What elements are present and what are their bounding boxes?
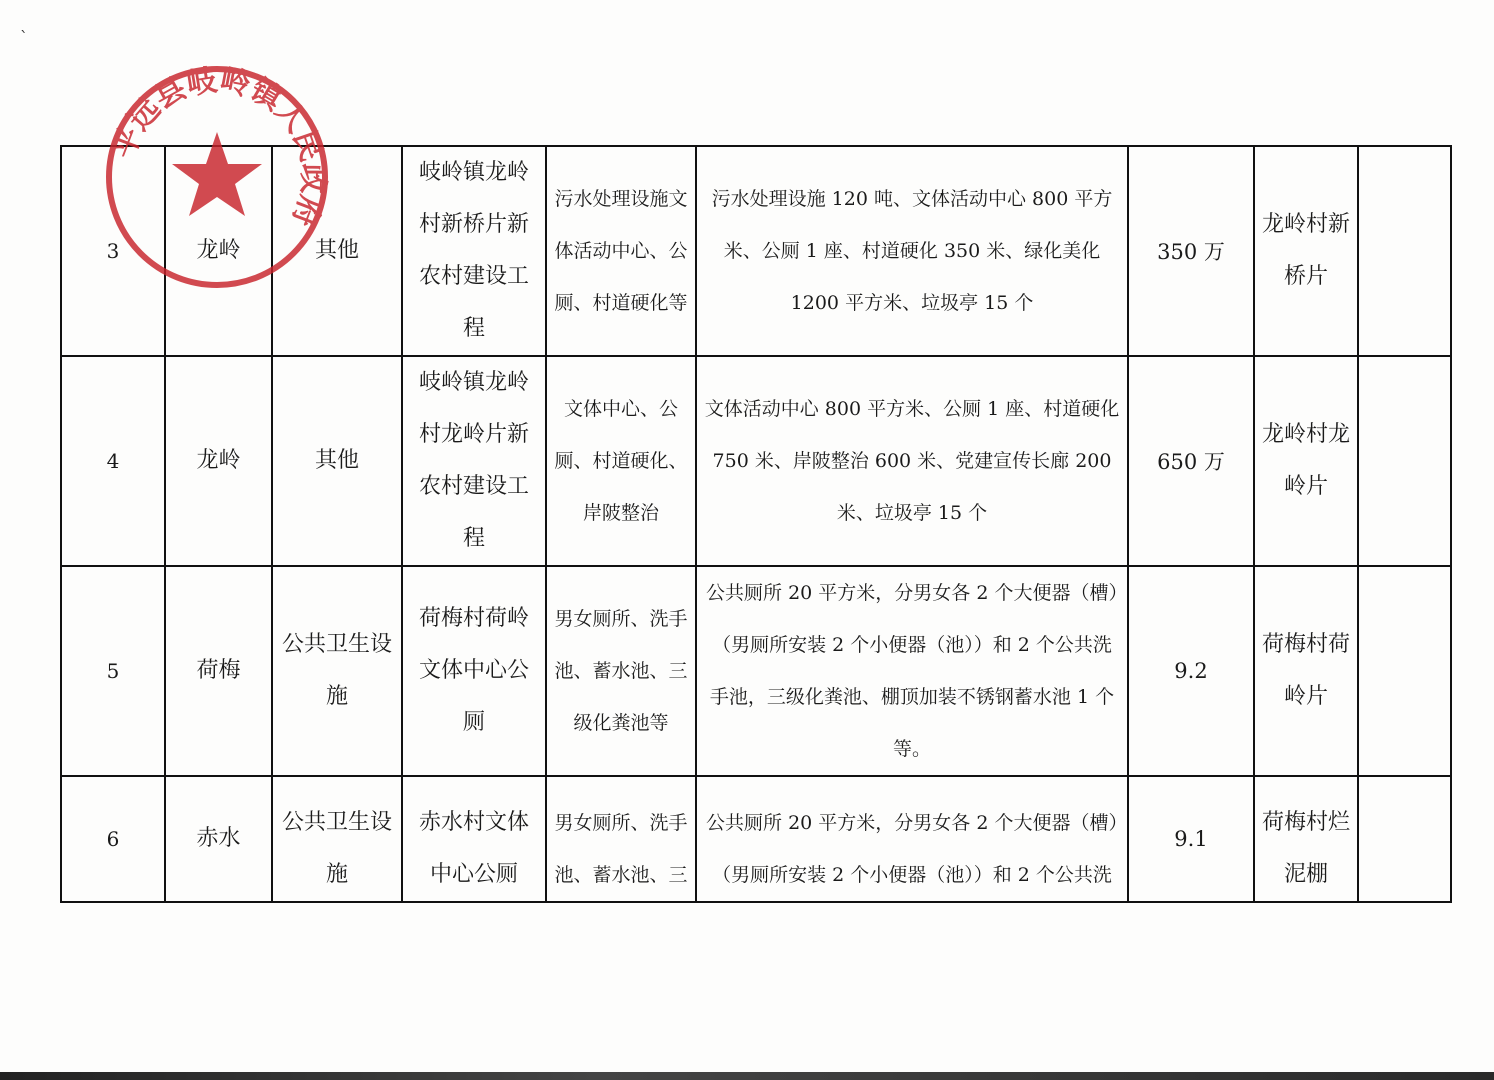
investment-cell: 9.2 [1128, 566, 1254, 776]
construction-content-cell: 文体中心、公厕、村道硬化、岸陂整治 [546, 356, 696, 566]
remarks-cell [1358, 566, 1451, 776]
construction-scale-cell: 公共厕所 20 平方米，分男女各 2 个大便器（槽）（男厕所安装 2 个小便器（池））和 2 个公共洗手池，三级化粪池、棚顶加装不锈钢蓄水池 1 个等。 [696, 566, 1128, 776]
row-number: 5 [61, 566, 165, 776]
remarks-cell [1358, 146, 1451, 356]
project-type-cell: 公共卫生设施 [272, 776, 402, 902]
project-type-cell: 公共卫生设施 [272, 566, 402, 776]
investment-cell: 350 万 [1128, 146, 1254, 356]
page-bottom-edge [0, 1072, 1494, 1080]
location-cell: 荷梅村烂泥棚 [1254, 776, 1358, 902]
town-cell: 龙岭 [165, 146, 272, 356]
seal-text: 平远县岐岭镇人民政府 [106, 63, 331, 232]
investment-cell: 9.1 [1128, 776, 1254, 902]
table-row [61, 146, 1451, 356]
row-number: 6 [61, 776, 165, 902]
row-number: 3 [61, 146, 165, 356]
location-cell: 龙岭村新桥片 [1254, 146, 1358, 356]
town-cell: 龙岭 [165, 356, 272, 566]
construction-content-cell: 男女厕所、洗手池、蓄水池、三 [546, 776, 696, 902]
investment-cell: 650 万 [1128, 356, 1254, 566]
construction-content-cell: 污水处理设施文体活动中心、公厕、村道硬化等 [546, 146, 696, 356]
project-name-cell: 荷梅村荷岭文体中心公厕 [402, 566, 546, 776]
construction-scale-cell: 文体活动中心 800 平方米、公厕 1 座、村道硬化 750 米、岸陂整治 600 米、党建宣传长廊 200 米、垃圾亭 15 个 [696, 356, 1128, 566]
corner-mark: ` [20, 28, 28, 47]
remarks-cell [1358, 356, 1451, 566]
row-number: 4 [61, 356, 165, 566]
project-name-cell: 岐岭镇龙岭村龙岭片新农村建设工程 [402, 356, 546, 566]
table-row [61, 566, 1451, 776]
table-row [61, 776, 1451, 902]
project-type-cell: 其他 [272, 356, 402, 566]
location-cell: 荷梅村荷岭片 [1254, 566, 1358, 776]
location-cell: 龙岭村龙岭片 [1254, 356, 1358, 566]
construction-content-cell: 男女厕所、洗手池、蓄水池、三级化粪池等 [546, 566, 696, 776]
table-row [61, 356, 1451, 566]
remarks-cell [1358, 776, 1451, 902]
project-name-cell: 岐岭镇龙岭村新桥片新农村建设工程 [402, 146, 546, 356]
construction-scale-cell: 公共厕所 20 平方米，分男女各 2 个大便器（槽）（男厕所安装 2 个小便器（池））和 2 个公共洗 [696, 776, 1128, 902]
project-table [60, 145, 1452, 903]
project-type-cell: 其他 [272, 146, 402, 356]
construction-scale-cell: 污水处理设施 120 吨、文体活动中心 800 平方米、公厕 1 座、村道硬化 350 米、绿化美化 1200 平方米、垃圾亭 15 个 [696, 146, 1128, 356]
project-name-cell: 赤水村文体中心公厕 [402, 776, 546, 902]
town-cell: 赤水 [165, 776, 272, 902]
town-cell: 荷梅 [165, 566, 272, 776]
